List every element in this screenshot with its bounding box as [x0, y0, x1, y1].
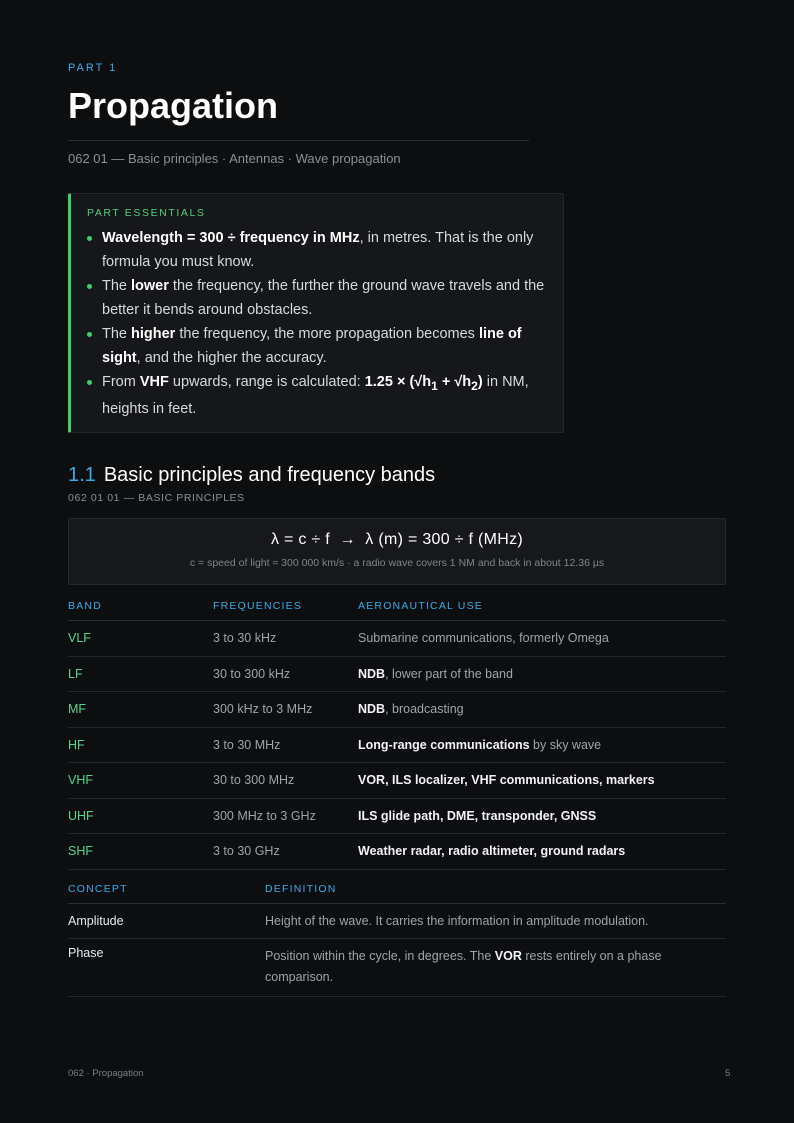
table-row [68, 834, 726, 870]
essentials-item-text: The lower the frequency, the further the ground wave travels and the better it bends around obstacles. [102, 278, 545, 318]
formula-main: λ = c ÷ f → λ (m) = 300 ÷ f (MHz) [270, 531, 524, 548]
table-row [68, 621, 726, 657]
section-subtitle: 062 01 01 — BASIC PRINCIPLES [68, 492, 245, 504]
page-title: Propagation [68, 85, 279, 126]
frequency-cell: 3 to 30 GHz [213, 834, 358, 870]
section-title: Basic principles and frequency bands [103, 464, 436, 486]
essentials-item-lower [87, 275, 547, 322]
table-row [68, 939, 726, 997]
bullet-dot-icon [87, 332, 92, 337]
essentials-label: PART ESSENTIALS [87, 207, 206, 219]
frequencies-header: FREQUENCIES [213, 592, 358, 621]
concept-table-header-row [68, 875, 726, 904]
page-number: 5 [725, 1068, 731, 1079]
essentials-item-text: The higher the frequency, the more propagation becomes line of sight, and the higher the accuracy. [102, 326, 522, 366]
frequency-cell: 30 to 300 kHz [213, 656, 358, 692]
essentials-item-higher [87, 323, 547, 370]
band-table-header-row [68, 592, 726, 621]
concept-table [68, 875, 726, 997]
section-heading [68, 462, 435, 488]
definition-cell: Position within the cycle, in degrees. The VOR rests entirely on a phase comparison. [265, 939, 726, 997]
bullet-dot-icon [87, 380, 92, 385]
use-cell: NDB, lower part of the band [358, 656, 726, 692]
formula-box [68, 518, 726, 585]
band-cell: HF [68, 727, 213, 763]
concept-header: CONCEPT [68, 875, 265, 904]
page-subtitle: 062 01 — Basic principles · Antennas · Wave propagation [68, 151, 401, 166]
frequency-band-table [68, 592, 726, 870]
table-row [68, 798, 726, 834]
concept-cell: Phase [68, 939, 265, 997]
concept-cell: Amplitude [68, 904, 265, 939]
frequency-cell: 3 to 30 MHz [213, 727, 358, 763]
section-number: 1.1 [68, 464, 96, 486]
frequency-cell: 30 to 300 MHz [213, 763, 358, 799]
title-divider [68, 140, 529, 141]
frequency-cell: 3 to 30 kHz [213, 621, 358, 657]
essentials-item-text: Wavelength = 300 ÷ frequency in MHz, in metres. That is the only formula you must know. [102, 230, 534, 270]
frequency-cell: 300 MHz to 3 GHz [213, 798, 358, 834]
band-header: BAND [68, 592, 213, 621]
band-cell: MF [68, 692, 213, 728]
definition-cell: Height of the wave. It carries the information in amplitude modulation. [265, 904, 726, 939]
table-row [68, 727, 726, 763]
band-cell: SHF [68, 834, 213, 870]
part-essentials-box [68, 193, 564, 433]
definition-header: DEFINITION [265, 875, 726, 904]
use-cell: VOR, ILS localizer, VHF communications, markers [358, 763, 726, 799]
footer-label: 062 · Propagation [68, 1068, 144, 1079]
use-cell: NDB, broadcasting [358, 692, 726, 728]
essentials-item-wavelength [87, 227, 547, 274]
use-cell: Submarine communications, formerly Omega [358, 621, 726, 657]
essentials-item-vhf [87, 371, 547, 422]
use-cell: Long-range communications by sky wave [358, 727, 726, 763]
table-row [68, 656, 726, 692]
bullet-dot-icon [87, 236, 92, 241]
band-cell: UHF [68, 798, 213, 834]
use-header: AERONAUTICAL USE [358, 592, 726, 621]
essentials-list [87, 227, 547, 422]
table-row [68, 904, 726, 939]
use-cell: ILS glide path, DME, transponder, GNSS [358, 798, 726, 834]
essentials-item-text: From VHF upwards, range is calculated: $1.25 \times (√h_1 + √h_2)$ in NM, heights in feet. [102, 374, 529, 418]
band-cell: LF [68, 656, 213, 692]
table-row [68, 692, 726, 728]
formula-note: c = speed of light ≈ 300 000 km/s · a radio wave covers 1 NM and back in about 12.36 µs [189, 557, 605, 569]
bullet-dot-icon [87, 284, 92, 289]
part-label: PART 1 [68, 62, 118, 74]
use-cell: Weather radar, radio altimeter, ground radars [358, 834, 726, 870]
frequency-cell: 300 kHz to 3 MHz [213, 692, 358, 728]
table-row [68, 763, 726, 799]
band-cell: VLF [68, 621, 213, 657]
band-cell: VHF [68, 763, 213, 799]
